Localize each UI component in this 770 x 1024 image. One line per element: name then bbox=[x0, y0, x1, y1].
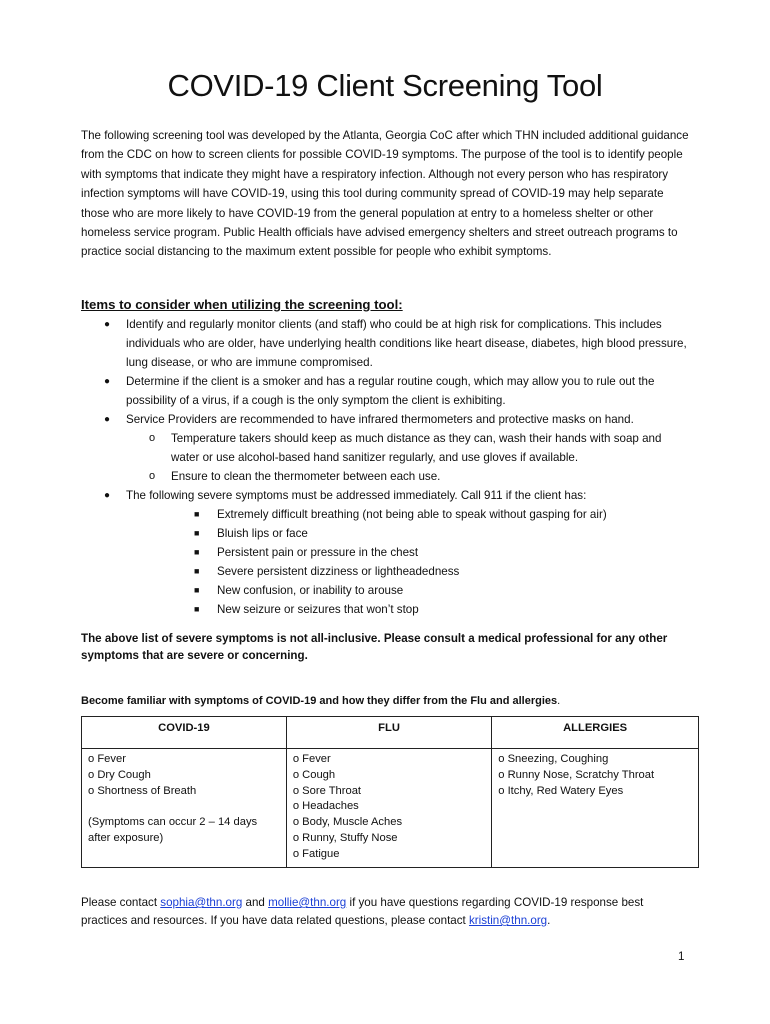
bullet-icon: ● bbox=[104, 319, 111, 330]
square-bullet-icon: ■ bbox=[194, 528, 200, 538]
list-item bbox=[81, 410, 689, 486]
square-bullet-icon: ■ bbox=[194, 547, 200, 557]
allergy-symptoms-cell bbox=[492, 749, 699, 868]
square-bullet-icon: ■ bbox=[194, 585, 200, 595]
square-bullet-icon: ■ bbox=[194, 604, 200, 614]
exposure-note: after exposure) bbox=[88, 831, 164, 844]
symptom-entry: o Shortness of Breath bbox=[88, 784, 197, 797]
severe-symptom-text: Persistent pain or pressure in the chest bbox=[217, 546, 419, 559]
severe-symptom-text: Bluish lips or face bbox=[217, 527, 308, 540]
list-item bbox=[81, 486, 689, 619]
mollie-email-link[interactable]: mollie@thn.org bbox=[268, 896, 347, 909]
symptom-entry: o Headaches bbox=[292, 800, 359, 813]
spacer bbox=[88, 799, 280, 815]
severe-symptom-item bbox=[126, 543, 689, 562]
sub-list-item bbox=[126, 429, 689, 467]
sophia-email-link[interactable]: sophia@thn.org bbox=[160, 896, 243, 909]
thermometer-sublist bbox=[126, 429, 689, 486]
severe-symptom-item bbox=[126, 600, 689, 619]
symptom-entry: o Fever bbox=[292, 753, 331, 765]
comparison-heading-period: . bbox=[557, 695, 561, 707]
flu-symptoms-cell bbox=[286, 749, 491, 868]
column-header-allergies: ALLERGIES bbox=[492, 717, 699, 749]
considerations-list bbox=[81, 315, 689, 619]
bullet-icon: ● bbox=[104, 376, 111, 387]
contact-text: and bbox=[242, 896, 269, 909]
symptom-entry: o Sore Throat bbox=[292, 784, 362, 797]
symptom-comparison-table bbox=[81, 716, 699, 868]
symptom-entry: o Fatigue bbox=[292, 847, 340, 860]
sub-list-item-text: Ensure to clean the thermometer between each use. bbox=[171, 470, 441, 483]
symptom-entry: o Cough bbox=[292, 768, 336, 781]
kristin-email-link[interactable]: kristin@thn.org bbox=[468, 914, 548, 927]
comparison-heading bbox=[81, 695, 560, 707]
column-header-covid: COVID-19 bbox=[82, 717, 287, 749]
list-item-text: Service Providers are recommended to have infrared thermometers and protective masks on hand. bbox=[126, 413, 634, 426]
list-item-text: Determine if the client is a smoker and has a regular routine cough, which may allow you to rule out the possibility of a virus, if a cough is the only symptom the client is exhibiting. bbox=[126, 375, 655, 407]
severe-symptom-text: Severe persistent dizziness or lightheadedness bbox=[217, 565, 460, 578]
sub-list-item-text: Temperature takers should keep as much distance as they can, wash their hands with soap and water or use alcohol-based hand sanitizer regularly, and use gloves if available. bbox=[171, 432, 662, 464]
symptom-entry: o Runny Nose, Scratchy Throat bbox=[498, 768, 655, 781]
table-row bbox=[82, 749, 699, 868]
contact-paragraph bbox=[81, 894, 681, 930]
covid-symptoms-cell bbox=[82, 749, 287, 868]
severe-symptom-item bbox=[126, 581, 689, 600]
symptom-entry: o Sneezing, Coughing bbox=[498, 753, 609, 765]
list-item-text: The following severe symptoms must be addressed immediately. Call 911 if the client has: bbox=[126, 489, 587, 502]
symptom-entry: o Itchy, Red Watery Eyes bbox=[498, 784, 624, 797]
square-bullet-icon: ■ bbox=[194, 509, 200, 519]
page-number: 1 bbox=[678, 950, 685, 963]
sub-list-item bbox=[126, 467, 689, 486]
severe-symptom-text: Extremely difficult breathing (not being able to speak without gasping for air) bbox=[217, 508, 607, 521]
symptom-entry: o Dry Cough bbox=[88, 768, 151, 781]
severe-symptom-item bbox=[126, 505, 689, 524]
circle-bullet-icon: o bbox=[149, 470, 156, 482]
symptom-entry: o Body, Muscle Aches bbox=[292, 816, 403, 829]
page-title: COVID-19 Client Screening Tool bbox=[167, 68, 603, 103]
bullet-icon: ● bbox=[104, 490, 111, 501]
contact-text: . bbox=[547, 914, 551, 927]
items-heading: Items to consider when utilizing the screening tool: bbox=[81, 297, 403, 312]
list-item bbox=[81, 315, 689, 372]
symptom-entry: o Fever bbox=[88, 753, 126, 765]
intro-paragraph: The following screening tool was developed by the Atlanta, Georgia CoC after which THN included additional guidance from the CDC on how to screen clients for possible COVID-19 symptoms. The purpose of the tool is to identify people with symptoms that indicate they might have a respiratory infection. Although not every person who has respiratory infection symptoms will have COVID-19, using this tool during community spread of COVID-19 may help separate those who are more likely to have COVID-19 from the general population at entry to a homeless shelter or other homeless service program. Public Health officials have advised emergency shelters and street outreach programs to practice social distancing to the maximum extent possible for people who exhibit symptoms. bbox=[81, 129, 689, 259]
severe-symptoms-list bbox=[126, 505, 689, 619]
symptom-entry: o Runny, Stuffy Nose bbox=[292, 831, 398, 844]
comparison-heading-text: Become familiar with symptoms of COVID-19 and how they differ from the Flu and allergies bbox=[81, 695, 558, 707]
circle-bullet-icon: o bbox=[149, 432, 156, 444]
square-bullet-icon: ■ bbox=[194, 566, 200, 576]
list-item-text: Identify and regularly monitor clients (and staff) who could be at high risk for complications. This includes individuals who are older, have underlying health conditions like heart disease, diabetes, high blood pressure, lung disease, or who are immune compromised. bbox=[126, 318, 687, 369]
column-header-flu: FLU bbox=[286, 717, 491, 749]
list-item bbox=[81, 372, 689, 410]
severe-symptom-text: New confusion, or inability to arouse bbox=[217, 584, 404, 597]
severe-symptom-text: New seizure or seizures that won’t stop bbox=[217, 603, 419, 616]
contact-text: if you have questions regarding COVID-19 response best practices and resources. If you have data related questions, please contact bbox=[81, 896, 644, 927]
severe-symptom-item bbox=[126, 524, 689, 543]
exposure-note: (Symptoms can occur 2 – 14 days bbox=[88, 816, 258, 829]
bullet-icon: ● bbox=[104, 414, 111, 425]
severe-symptom-item bbox=[126, 562, 689, 581]
contact-text: Please contact bbox=[81, 896, 161, 909]
severe-symptoms-warning: The above list of severe symptoms is not all-inclusive. Please consult a medical professional for any other symptoms that are severe or concerning. bbox=[81, 632, 668, 662]
table-header-row bbox=[82, 717, 699, 749]
